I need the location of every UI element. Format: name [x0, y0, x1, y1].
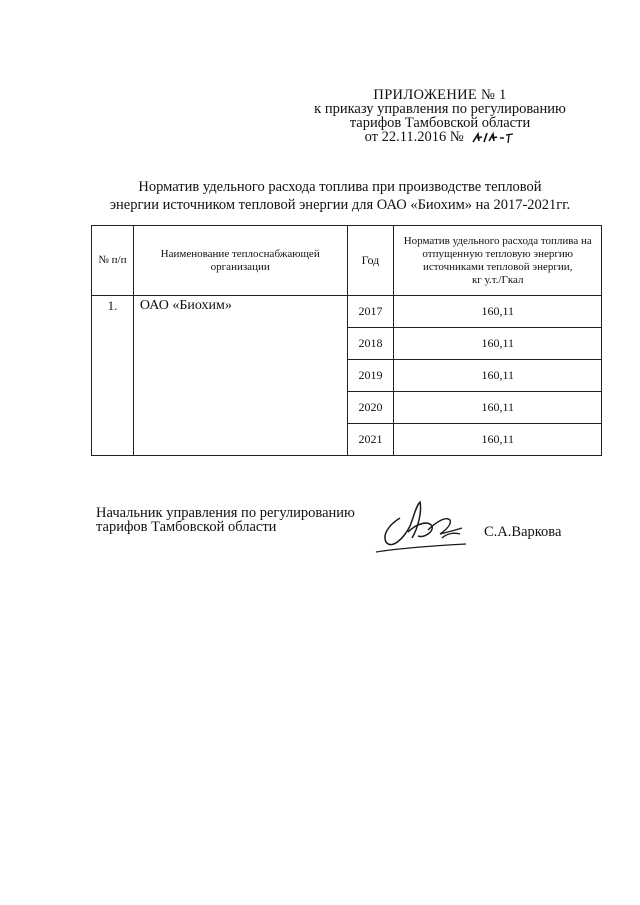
norm-value-cell: 160,11: [394, 360, 602, 392]
year-cell: 2017: [347, 296, 394, 328]
document-title-line-2: энергии источником тепловой энергии для ОАО «Биохим» на 2017-2021гг.: [109, 197, 571, 213]
table-header-row: [92, 226, 602, 296]
header-norm-text: Норматив удельного расхода топлива на отпущенную тепловую энергию источниками тепловой энергии,: [403, 234, 592, 273]
header-line-2: тарифов Тамбовской области: [349, 115, 531, 131]
norm-value-cell: 160,11: [394, 392, 602, 424]
organization-name: ОАО «Биохим»: [133, 296, 347, 456]
year-cell: 2021: [347, 424, 394, 456]
header-num: № п/п: [92, 226, 134, 296]
position-line-2: тарифов Тамбовской области: [96, 519, 277, 535]
handwritten-signature: [370, 494, 482, 558]
year-cell: 2018: [347, 328, 394, 360]
header-year: Год: [347, 226, 394, 296]
signatory-position: [96, 506, 355, 534]
year-cell: 2020: [347, 392, 394, 424]
appendix-title: ПРИЛОЖЕНИЕ № 1: [373, 87, 507, 103]
order-date: от 22.11.2016 №: [364, 129, 464, 145]
document-header: [300, 88, 580, 145]
handwritten-order-number: [471, 131, 515, 145]
signer-name: С.А.Варкова: [484, 524, 562, 540]
order-line: [300, 130, 580, 145]
header-org: Наименование теплоснабжающей организации: [133, 226, 347, 296]
position-line-1: Начальник управления по регулированию: [96, 505, 355, 521]
year-cell: 2019: [347, 360, 394, 392]
document-title-line-1: Норматив удельного расхода топлива при производстве тепловой: [138, 179, 542, 195]
row-number: 1.: [92, 296, 134, 456]
norm-value-cell: 160,11: [394, 424, 602, 456]
document-title: [100, 178, 580, 214]
table-row: [92, 296, 602, 328]
norm-value-cell: 160,11: [394, 296, 602, 328]
header-norm-unit: кг у.т./Гкал: [471, 273, 524, 286]
header-line-1: к приказу управления по регулированию: [314, 101, 566, 117]
header-norm: [394, 226, 602, 296]
norm-value-cell: 160,11: [394, 328, 602, 360]
norms-table: [91, 225, 602, 456]
